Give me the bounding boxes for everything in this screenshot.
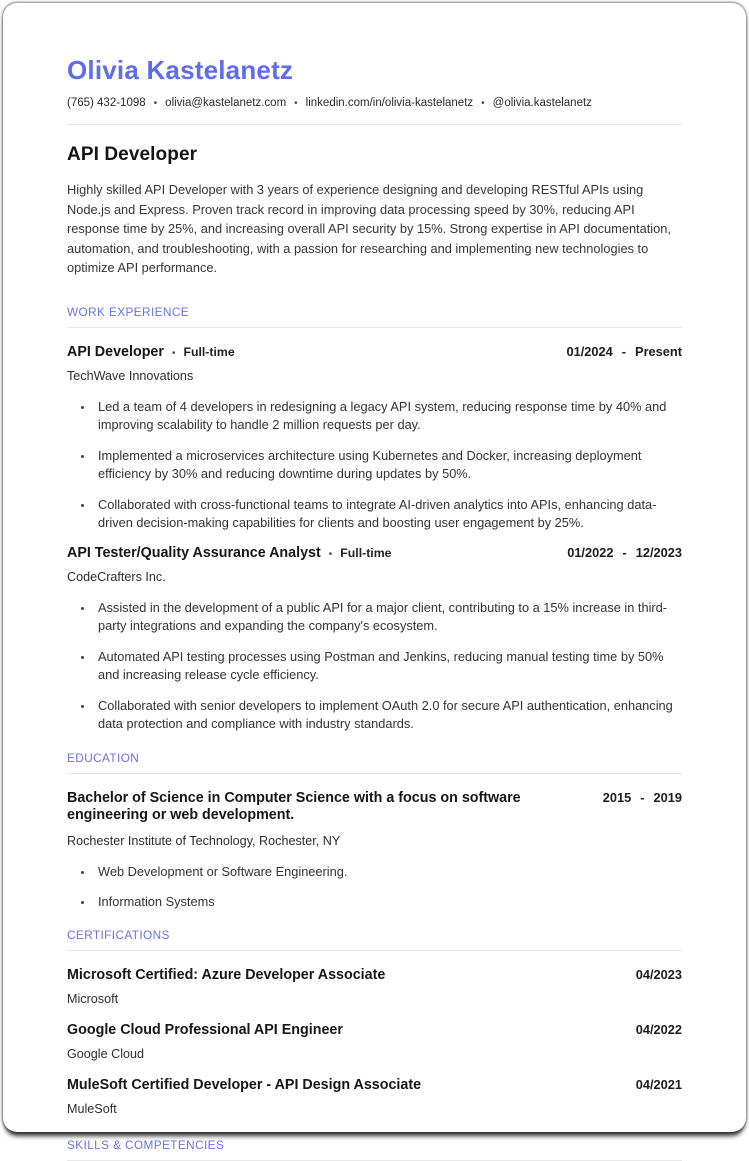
work-entry-end-date: Present (635, 343, 682, 359)
education-dates (603, 790, 682, 805)
contact-separator-dot: • (294, 97, 298, 109)
work-bullet: • Collaborated with cross-functional teams to integrate AI-driven analytics into APIs, enhancing data-driven decision-making capabilities for clients and boosting user engagement by 25%. (94, 496, 682, 533)
work-entry-header (67, 545, 682, 561)
contact-phone: (765) 432-1098 (67, 97, 146, 109)
work-entry (67, 344, 682, 533)
work-entry-company: TechWave Innovations (67, 368, 194, 383)
contact-email: olivia@kastelanetz.com (165, 97, 287, 109)
date-range-separator: - (640, 789, 645, 805)
resume-job-title: API Developer (67, 144, 198, 165)
date-range-separator: - (621, 343, 627, 359)
certification-date: 04/2021 (635, 1076, 682, 1092)
section-label-work-experience: WORK EXPERIENCE (67, 304, 190, 319)
certification-header (67, 967, 682, 983)
education-degree-group (67, 790, 572, 825)
certification-title: Google Cloud Professional API Engineer (67, 1021, 343, 1038)
certification-header (67, 1077, 682, 1093)
contact-row (67, 97, 682, 109)
certification-title: Microsoft Certified: Azure Developer Associate (67, 966, 386, 983)
education-entry (67, 790, 682, 912)
certification-entry (67, 1077, 682, 1116)
contact-separator-dot: • (481, 97, 485, 109)
person-name: Olivia Kastelanetz (67, 55, 294, 85)
certification-issuer: Microsoft (67, 991, 119, 1006)
work-entry-title: API Tester/Quality Assurance Analyst (67, 544, 321, 561)
certification-header (67, 1022, 682, 1038)
certification-date: 04/2023 (635, 966, 682, 982)
education-start-date: 2015 (602, 789, 632, 805)
work-bullet: • Assisted in the development of a public API for a major client, contributing to a 15% increase in third-party integrations and expanding the company's ecosystem. (94, 599, 682, 636)
work-entry-title-group (67, 344, 235, 360)
work-bullet: • Automated API testing processes using Postman and Jenkins, reducing manual testing time by 50% and increasing release cycle efficiency. (94, 648, 682, 685)
resume-sheet (3, 3, 746, 1152)
certification-issuer: Google Cloud (67, 1046, 145, 1061)
work-entry-bullets (67, 398, 682, 533)
work-entry-employment-type: Full-time (183, 344, 235, 359)
work-entry (67, 545, 682, 734)
resume-content (3, 3, 746, 1161)
section-divider (67, 1160, 682, 1161)
work-entry-title-group (67, 545, 392, 561)
contact-separator-dot: • (153, 97, 158, 109)
certification-date: 04/2022 (635, 1021, 682, 1037)
section-label-skills: SKILLS & COMPETENCIES (67, 1137, 225, 1152)
work-entry-bullets (67, 599, 682, 734)
certification-entry (67, 967, 682, 1006)
section-label-education: EDUCATION (67, 750, 140, 765)
education-school: Rochester Institute of Technology, Rochester, NY (67, 833, 341, 848)
work-entry-header (67, 344, 682, 360)
work-entry-end-date: 12/2023 (635, 544, 682, 560)
section-label-certifications: CERTIFICATIONS (67, 927, 170, 942)
section-divider (67, 773, 682, 774)
work-bullet: • Implemented a microservices architecture using Kubernetes and Docker, increasing deployment efficiency by 30% and reducing downtime during updates by 50%. (94, 447, 682, 484)
work-entry-start-date: 01/2022 (567, 544, 614, 560)
work-entry-company: CodeCrafters Inc. (67, 569, 166, 584)
work-bullet: • Led a team of 4 developers in redesigning a legacy API system, reducing response time by 40% and improving scalability to handle 2 million requests per day. (94, 398, 682, 435)
education-end-date: 2019 (653, 789, 682, 805)
education-degree: Bachelor of Science in Computer Science with a focus on software engineering or web development. (67, 789, 521, 823)
title-separator-dot: • (328, 548, 333, 560)
education-bullet: • Web Development or Software Engineering. (94, 863, 682, 882)
work-entry-employment-type: Full-time (340, 545, 392, 560)
education-bullets (67, 863, 682, 912)
profile-summary: Highly skilled API Developer with 3 years of experience designing and developing RESTful APIs using Node.js and Express. Proven track record in improving data processing speed by 30%, reducing API response time by 25%, and increasing overall API security by 15%. Strong expertise in API documentation, automation, and troubleshooting, with a passion for researching and implementing new technologies to optimize API performance. (67, 182, 671, 275)
contact-linkedin: linkedin.com/in/olivia-kastelanetz (305, 97, 474, 109)
title-separator-dot: • (171, 347, 176, 359)
contact-handle: @olivia.kastelanetz (492, 97, 592, 109)
section-divider (67, 950, 682, 951)
work-entry-title: API Developer (67, 343, 164, 360)
work-entry-dates (567, 344, 682, 359)
work-bullet: • Collaborated with senior developers to implement OAuth 2.0 for secure API authentication, enhancing data protection and compliance with industry standards. (94, 697, 682, 734)
certification-issuer: MuleSoft (67, 1101, 117, 1116)
certification-title: MuleSoft Certified Developer - API Design Associate (67, 1076, 422, 1093)
work-entry-start-date: 01/2024 (566, 343, 613, 359)
education-bullet: • Information Systems (94, 893, 682, 912)
header-divider (67, 124, 682, 125)
date-range-separator: - (622, 544, 627, 560)
work-entry-dates (567, 545, 682, 560)
section-divider (67, 327, 682, 328)
education-entry-header (67, 790, 682, 825)
certification-entry (67, 1022, 682, 1061)
